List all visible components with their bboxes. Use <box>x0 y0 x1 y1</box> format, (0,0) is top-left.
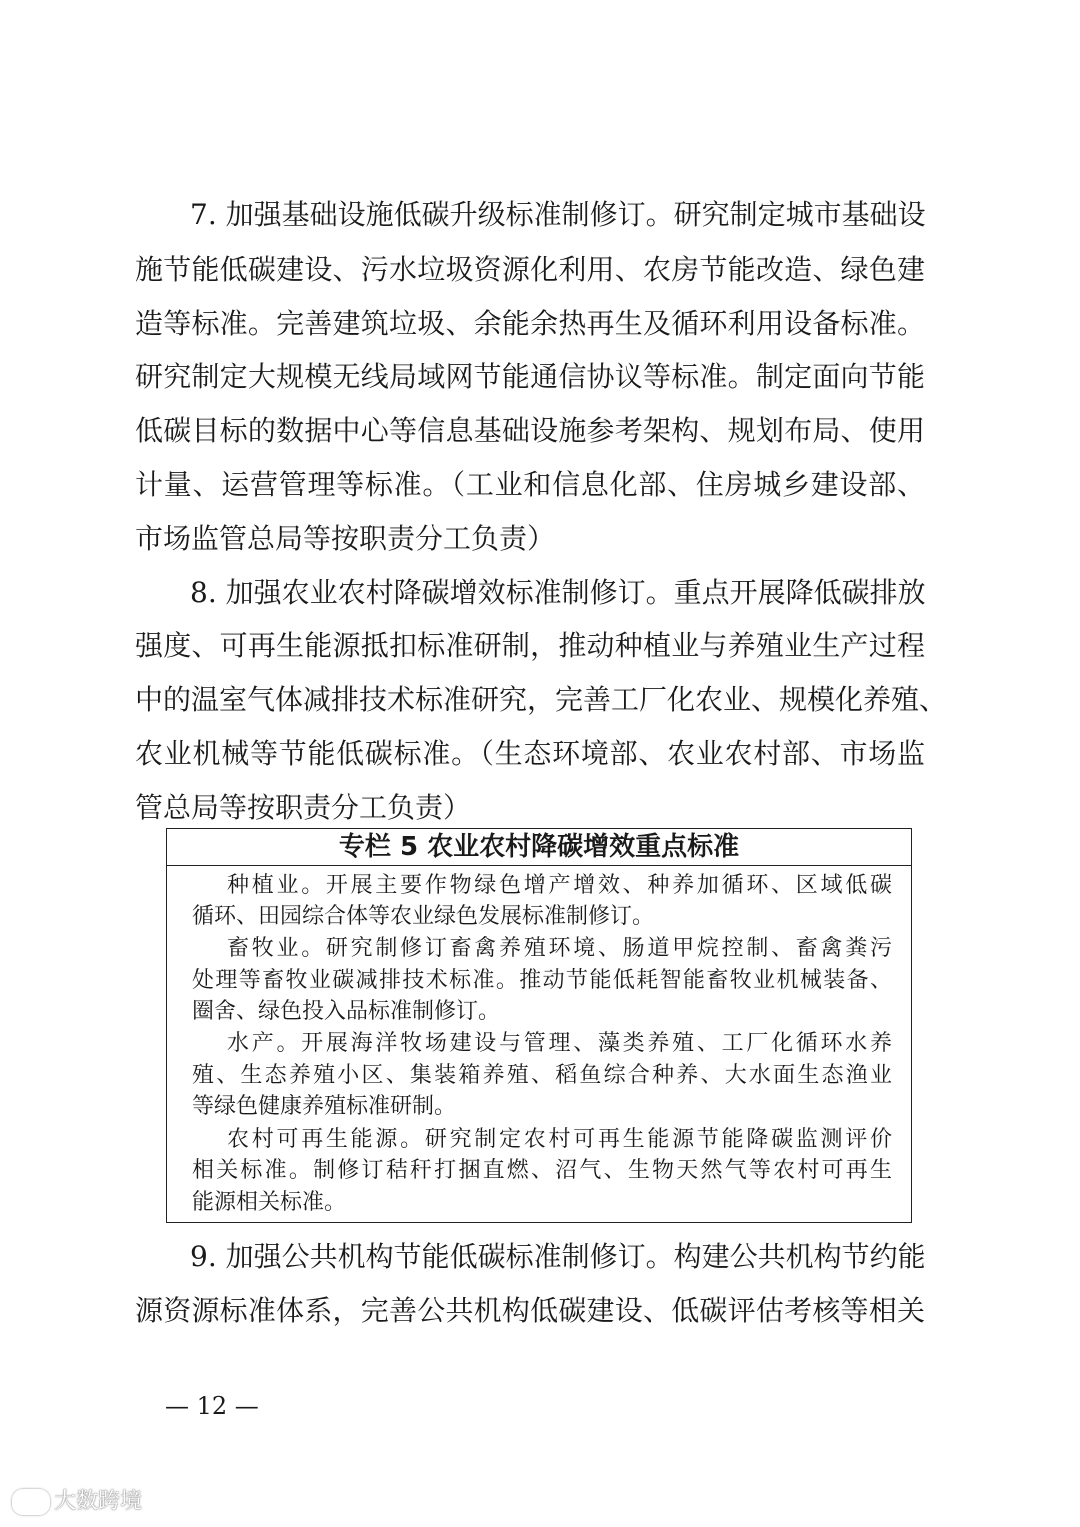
sec8-line: 8. 加强农业农村降碳增效标准制修订。重点开展降低碳排放 <box>190 576 926 609</box>
feature-box <box>166 828 912 1223</box>
box-line: 殖、生态养殖小区、集装箱养殖、稻鱼综合种养、大水面生态渔业 <box>192 1063 892 1088</box>
sec9-line: 源资源标准体系，完善公共机构低碳建设、低碳评估考核等相关 <box>135 1294 925 1327</box>
box-line: 圈舍、绿色投入品标准制修订。 <box>192 999 501 1024</box>
box-line: 农村可再生能源。研究制定农村可再生能源节能降碳监测评价 <box>227 1127 892 1152</box>
box-line: 水产。开展海洋牧场建设与管理、藻类养殖、工厂化循环水养 <box>227 1031 892 1056</box>
sec8-line: 强度、可再生能源抵扣标准研制，推动种植业与养殖业生产过程 <box>135 629 925 662</box>
sec8-line: 中的温室气体减排技术标准研究，完善工厂化农业、规模化养殖、 <box>135 683 948 716</box>
sec7-line: 市场监管总局等按职责分工负责） <box>135 522 556 555</box>
box-line: 种植业。开展主要作物绿色增产增效、种养加循环、区域低碳 <box>227 873 892 898</box>
watermark-text: 大数跨境 <box>54 1489 143 1514</box>
sec7-line: 研究制定大规模无线局域网节能通信协议等标准。制定面向节能 <box>135 360 925 393</box>
box-line: 畜牧业。研究制修订畜禽养殖环境、肠道甲烷控制、畜禽粪污 <box>227 936 892 961</box>
sec7-line: 计量、运营管理等标准。（工业和信息化部、住房城乡建设部、 <box>135 468 925 501</box>
sec7-line: 7. 加强基础设施低碳升级标准制修订。研究制定城市基础设 <box>190 198 926 231</box>
box-line: 能源相关标准。 <box>192 1190 347 1215</box>
sec8-line: 农业机械等节能低碳标准。（生态环境部、农业农村部、市场监 <box>135 737 925 770</box>
sec8-line: 管总局等按职责分工负责） <box>135 791 472 824</box>
sec9-line: 9. 加强公共机构节能低碳标准制修订。构建公共机构节约能 <box>190 1240 926 1273</box>
box-line: 处理等畜牧业碳减排技术标准。推动节能低耗智能畜牧业机械装备、 <box>192 968 892 993</box>
feature-box-title: 专栏 5 农业农村降碳增效重点标准 <box>167 829 911 866</box>
page-number: — 12 — <box>165 1392 259 1420</box>
watermark <box>12 1487 142 1517</box>
sec7-line: 造等标准。完善建筑垃圾、余能余热再生及循环利用设备标准。 <box>135 307 925 340</box>
watermark-logo-icon <box>12 1489 50 1515</box>
box-line: 等绿色健康养殖标准研制。 <box>192 1094 457 1119</box>
box-line: 循环、田园综合体等农业绿色发展标准制修订。 <box>192 904 655 929</box>
box-line: 相关标准。制修订秸秆打捆直燃、沼气、生物天然气等农村可再生 <box>192 1158 892 1183</box>
sec7-line: 施节能低碳建设、污水垃圾资源化利用、农房节能改造、绿色建 <box>135 253 925 286</box>
sec7-line: 低碳目标的数据中心等信息基础设施参考架构、规划布局、使用 <box>135 414 925 447</box>
